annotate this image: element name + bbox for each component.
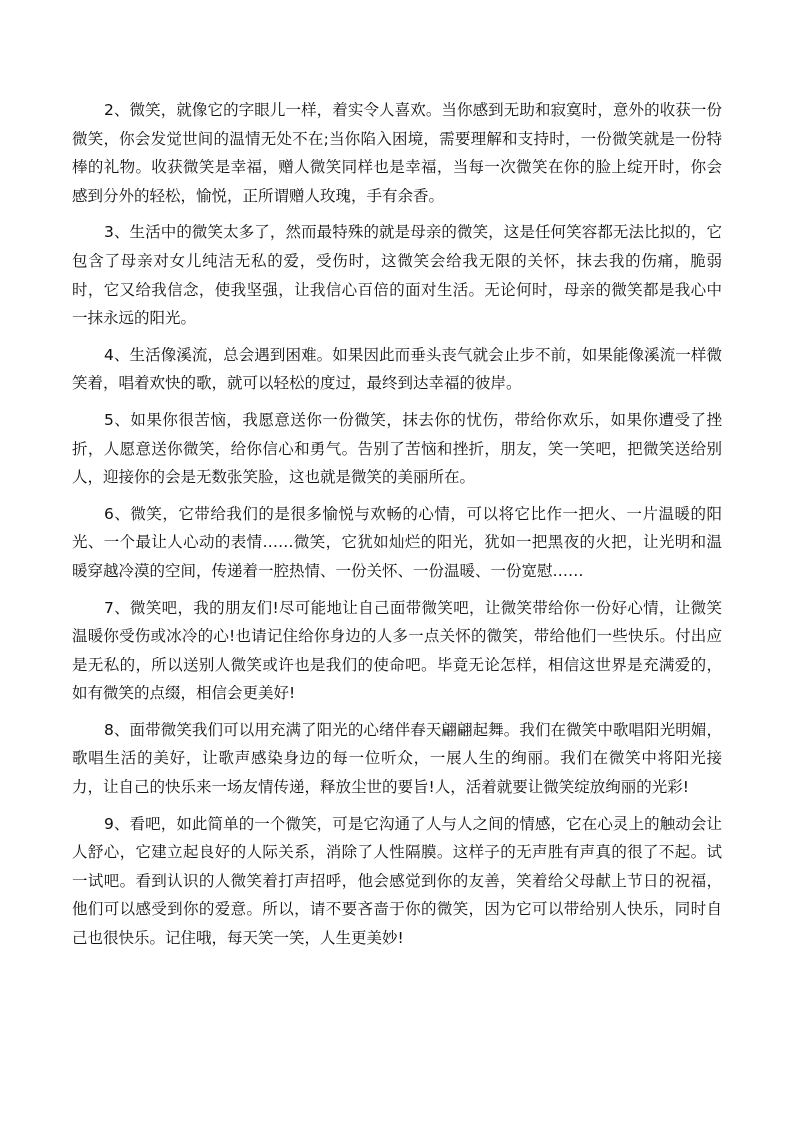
paragraph-6: 6、微笑，它带给我们的是很多愉悦与欢畅的心情，可以将它比作一把火、一片温暖的阳光、一个最让人心动的表情……微笑，它犹如灿烂的阳光，犹如一把黑夜的火把，让光明和温暖穿越冷漠的空间，传递着一腔热情、一份关怀、一份温暖、一份宽慰……	[72, 504, 722, 580]
paragraph-9: 9、看吧，如此简单的一个微笑，可是它沟通了人与人之间的情感，它在心灵上的触动会让人舒心，它建立起良好的人际关系，消除了人性隔膜。这样子的无声胜有声真的很了不起。试一试吧。看到认识的人微笑着打声招呼，他会感觉到你的友善，笑着给父母献上节日的祝福，他们可以感受到你的爱意。所以，请不要吝啬于你的微笑，因为它可以带给别人快乐，同时自己也很快乐。记住哦，每天笑一笑，人生更美妙!	[72, 814, 722, 948]
paragraph-5: 5、如果你很苦恼，我愿意送你一份微笑，抹去你的忧伤，带给你欢乐，如果你遭受了挫折，人愿意送你微笑，给你信心和勇气。告别了苦恼和挫折，朋友，笑一笑吧，把微笑送给别人，迎接你的会是无数张笑脸，这也就是微笑的美丽所在。	[72, 410, 722, 487]
paragraph-4: 4、生活像溪流，总会遇到困难。如果因此而垂头丧气就会止步不前，如果能像溪流一样微笑着，唱着欢快的歌，就可以轻松的度过，最终到达幸福的彼岸。	[72, 345, 722, 393]
paragraph-7: 7、微笑吧，我的朋友们!尽可能地让自己面带微笑吧，让微笑带给你一份好心情，让微笑温暖你受伤或冰冷的心!也请记住给你身边的人多一点关怀的微笑，带给他们一些快乐。付出应是无私的，所以送别人微笑或许也是我们的使命吧。毕竟无论怎样，相信这世界是充满爱的，如有微笑的点缀，相信会更美好!	[72, 598, 722, 703]
document-body	[72, 96, 722, 961]
paragraph-2: 2、微笑，就像它的字眼儿一样，着实令人喜欢。当你感到无助和寂寞时，意外的收获一份微笑，你会发觉世间的温情无处不在;当你陷入困境，需要理解和支持时，一份微笑就是一份特棒的礼物。收获微笑是幸福，赠人微笑同样也是幸福，当每一次微笑在你的脸上绽开时，你会感到分外的轻松，愉悦，正所谓赠人玫瑰，手有余香。	[72, 101, 722, 205]
paragraph-3: 3、生活中的微笑太多了，然而最特殊的就是母亲的微笑，这是任何笑容都无法比拟的，它包含了母亲对女儿纯洁无私的爱，受伤时，这微笑会给我无限的关怀，抹去我的伤痛，脆弱时，它又给我信念，使我坚强，让我信心百倍的面对生活。无论何时，母亲的微笑都是我心中一抹永远的阳光。	[72, 223, 722, 328]
paragraph-8: 8、面带微笑我们可以用充满了阳光的心绪伴春天翩翩起舞。我们在微笑中歌唱阳光明媚，歌唱生活的美好，让歌声感染身边的每一位听众，一展人生的绚丽。我们在微笑中将阳光接力，让自己的快乐来一场友情传递，释放尘世的要旨!人，活着就要让微笑绽放绚丽的光彩!	[72, 720, 722, 797]
